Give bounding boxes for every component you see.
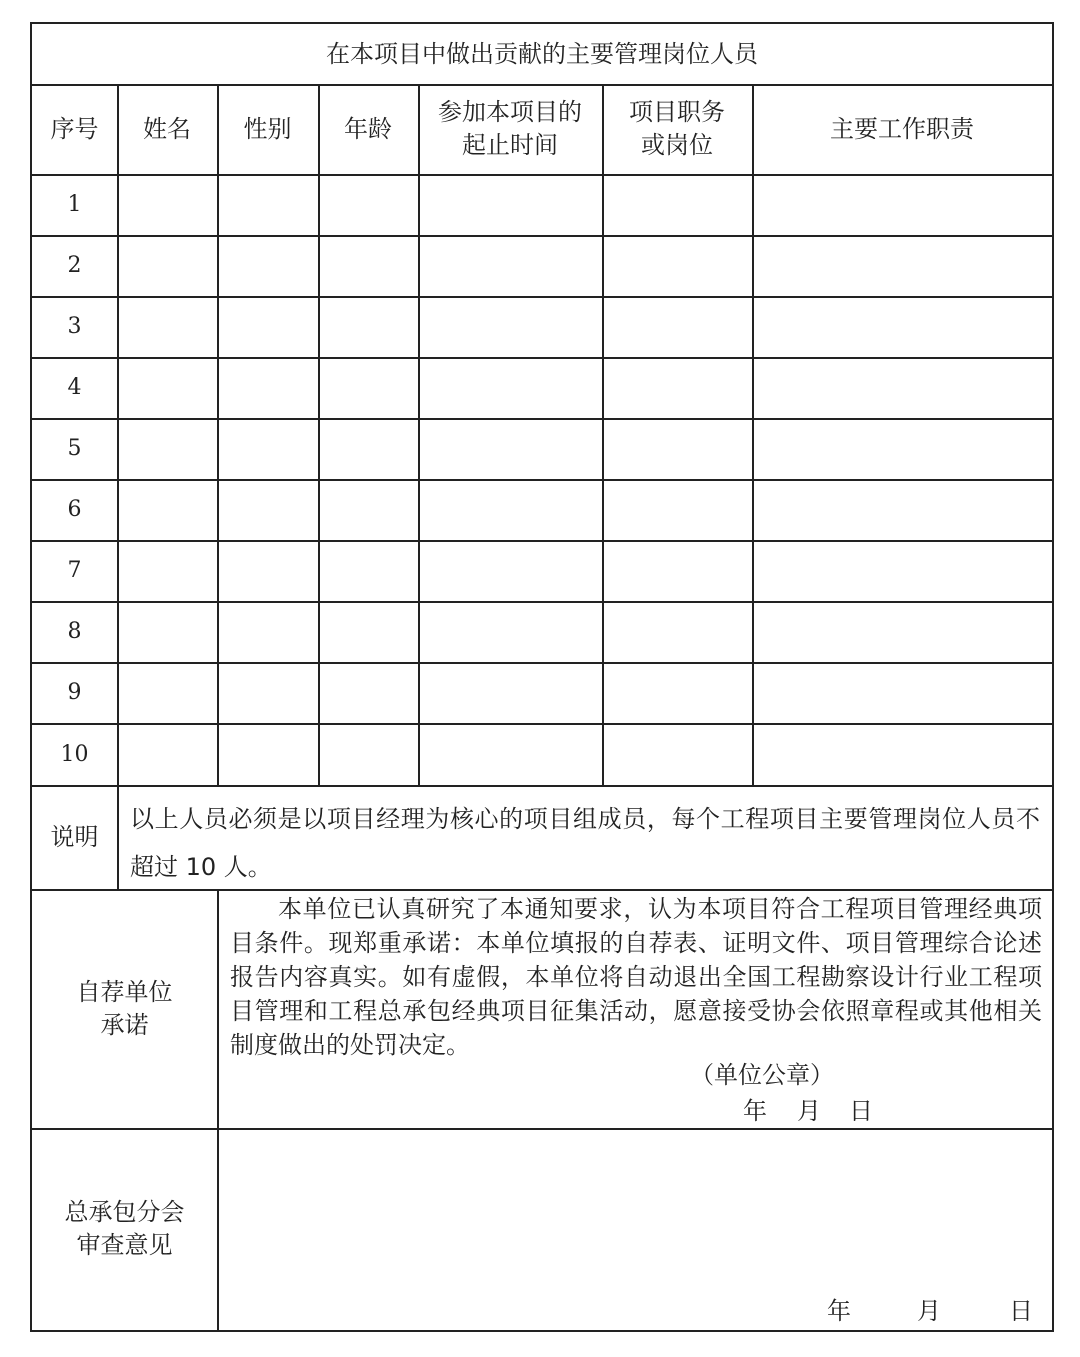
table-title: 在本项目中做出贡献的主要管理岗位人员 xyxy=(326,39,758,68)
row-number: 8 xyxy=(67,619,82,644)
divider xyxy=(318,84,320,785)
row-number: 5 xyxy=(67,436,82,461)
header-duty: 主要工作职责 xyxy=(830,114,974,143)
divider xyxy=(217,889,219,1330)
divider xyxy=(32,357,1052,359)
row-number: 9 xyxy=(67,680,82,705)
divider xyxy=(32,662,1052,664)
header-seq: 序号 xyxy=(50,114,99,143)
row-number: 2 xyxy=(67,253,82,278)
review-year: 年 xyxy=(827,1296,851,1325)
divider xyxy=(217,84,219,785)
header-name: 姓名 xyxy=(143,114,191,143)
divider xyxy=(752,84,754,785)
divider xyxy=(32,540,1052,542)
divider xyxy=(32,601,1052,603)
review-day: 日 xyxy=(1009,1296,1033,1325)
commitment-label: 自荐单位 承诺 xyxy=(76,977,173,1039)
divider xyxy=(602,84,604,785)
commitment-month: 月 xyxy=(797,1096,821,1125)
header-period: 参加本项目的 起止时间 xyxy=(438,98,582,159)
divider xyxy=(32,418,1052,420)
row-number: 1 xyxy=(67,192,82,217)
row-number: 3 xyxy=(67,314,82,339)
divider xyxy=(32,174,1052,176)
commitment-text: 本单位已认真研究了本通知要求，认为本项目符合工程项目管理经典项目条件。现郑重承诺：本单位填报的自荐表、证明文件、项目管理综合论述报告内容真实。如有虚假，本单位将自动退出全国工程勘察设计行业工程项目管理和工程总承包经典项目征集活动，愿意接受协会依照章程或其他相关制度做出的处罚决定。 xyxy=(230,895,1042,1059)
note-label: 说明 xyxy=(50,822,99,851)
commitment-year: 年 xyxy=(743,1096,767,1125)
divider xyxy=(32,296,1052,298)
divider xyxy=(32,785,1052,787)
note-text: 以上人员必须是以项目经理为核心的项目组成员，每个工程项目主要管理岗位人员不超过 10 人。 xyxy=(130,805,1040,881)
commitment-day: 日 xyxy=(849,1096,873,1125)
divider xyxy=(32,723,1052,725)
review-label: 总承包分会 审查意见 xyxy=(64,1198,185,1259)
divider xyxy=(418,84,420,785)
row-number: 4 xyxy=(67,375,82,400)
divider xyxy=(32,235,1052,237)
header-position: 项目职务 或岗位 xyxy=(629,98,725,159)
divider xyxy=(117,84,119,889)
seal-label: （单位公章） xyxy=(690,1060,834,1089)
row-number: 7 xyxy=(67,558,82,583)
header-gender: 性别 xyxy=(243,114,292,143)
form-table xyxy=(30,22,1054,1332)
review-month: 月 xyxy=(917,1296,941,1325)
row-number: 6 xyxy=(67,497,82,522)
row-number: 10 xyxy=(60,741,89,767)
divider xyxy=(32,479,1052,481)
header-age: 年龄 xyxy=(344,114,392,143)
